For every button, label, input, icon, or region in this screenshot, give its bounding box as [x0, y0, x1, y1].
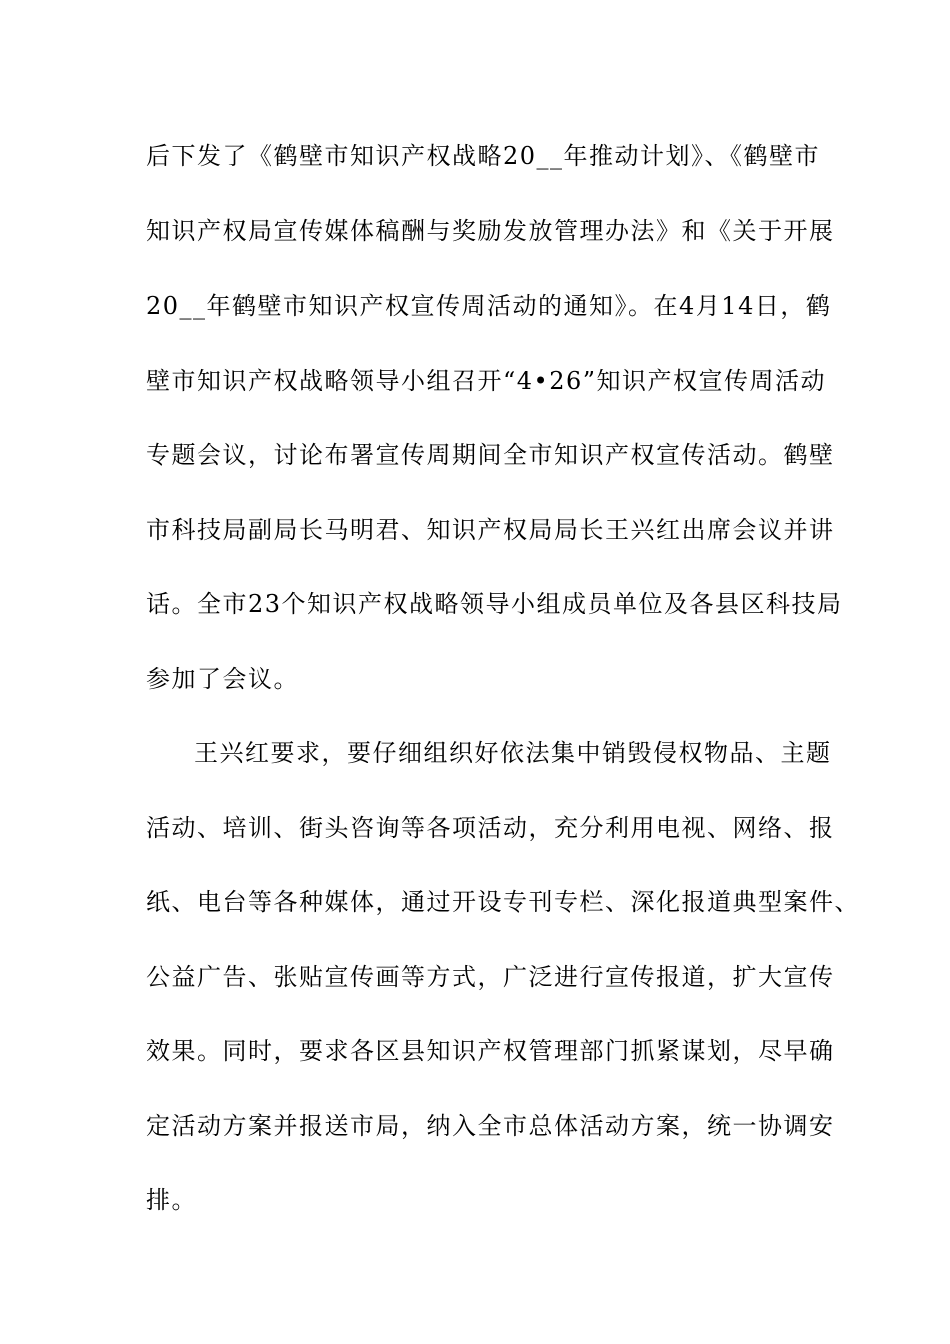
- paragraph-line: 效果。同时，要求各区县知识产权管理部门抓紧谋划，尽早确: [146, 1037, 835, 1065]
- paragraph-line: 活动、培训、街头咨询等各项活动，充分利用电视、网络、报: [146, 814, 835, 842]
- paragraph-line: 壁市知识产权战略领导小组召开“4•26”知识产权宣传周活动: [146, 367, 827, 395]
- paragraph-line: 纸、电台等各种媒体，通过开设专刊专栏、深化报道典型案件、: [146, 888, 860, 916]
- paragraph-line: 专题会议，讨论布署宣传周期间全市知识产权宣传活动。鹤壁: [146, 441, 835, 469]
- paragraph-line: 话。全市23个知识产权战略领导小组成员单位及各县区科技局: [146, 590, 843, 618]
- paragraph-line: 知识产权局宣传媒体稿酬与奖励发放管理办法》和《关于开展: [146, 217, 835, 245]
- paragraph-line: 王兴红要求，要仔细组织好依法集中销毁侵权物品、主题: [194, 739, 832, 767]
- paragraph-line: 20__年鹤壁市知识产权宣传周活动的通知》。在4月14日，鹤: [146, 292, 832, 320]
- paragraph-line: 参加了会议。: [146, 665, 299, 693]
- paragraph-line: 公益广告、张贴宣传画等方式，广泛进行宣传报道，扩大宣传: [146, 963, 835, 991]
- paragraph-line: 市科技局副局长马明君、知识产权局局长王兴红出席会议并讲: [146, 516, 835, 544]
- paragraph-line: 定活动方案并报送市局，纳入全市总体活动方案，统一协调安: [146, 1112, 835, 1140]
- paragraph-line: 排。: [146, 1186, 197, 1214]
- paragraph-line: 后下发了《鹤壁市知识产权战略20__年推动计划》、《鹤壁市: [146, 142, 821, 170]
